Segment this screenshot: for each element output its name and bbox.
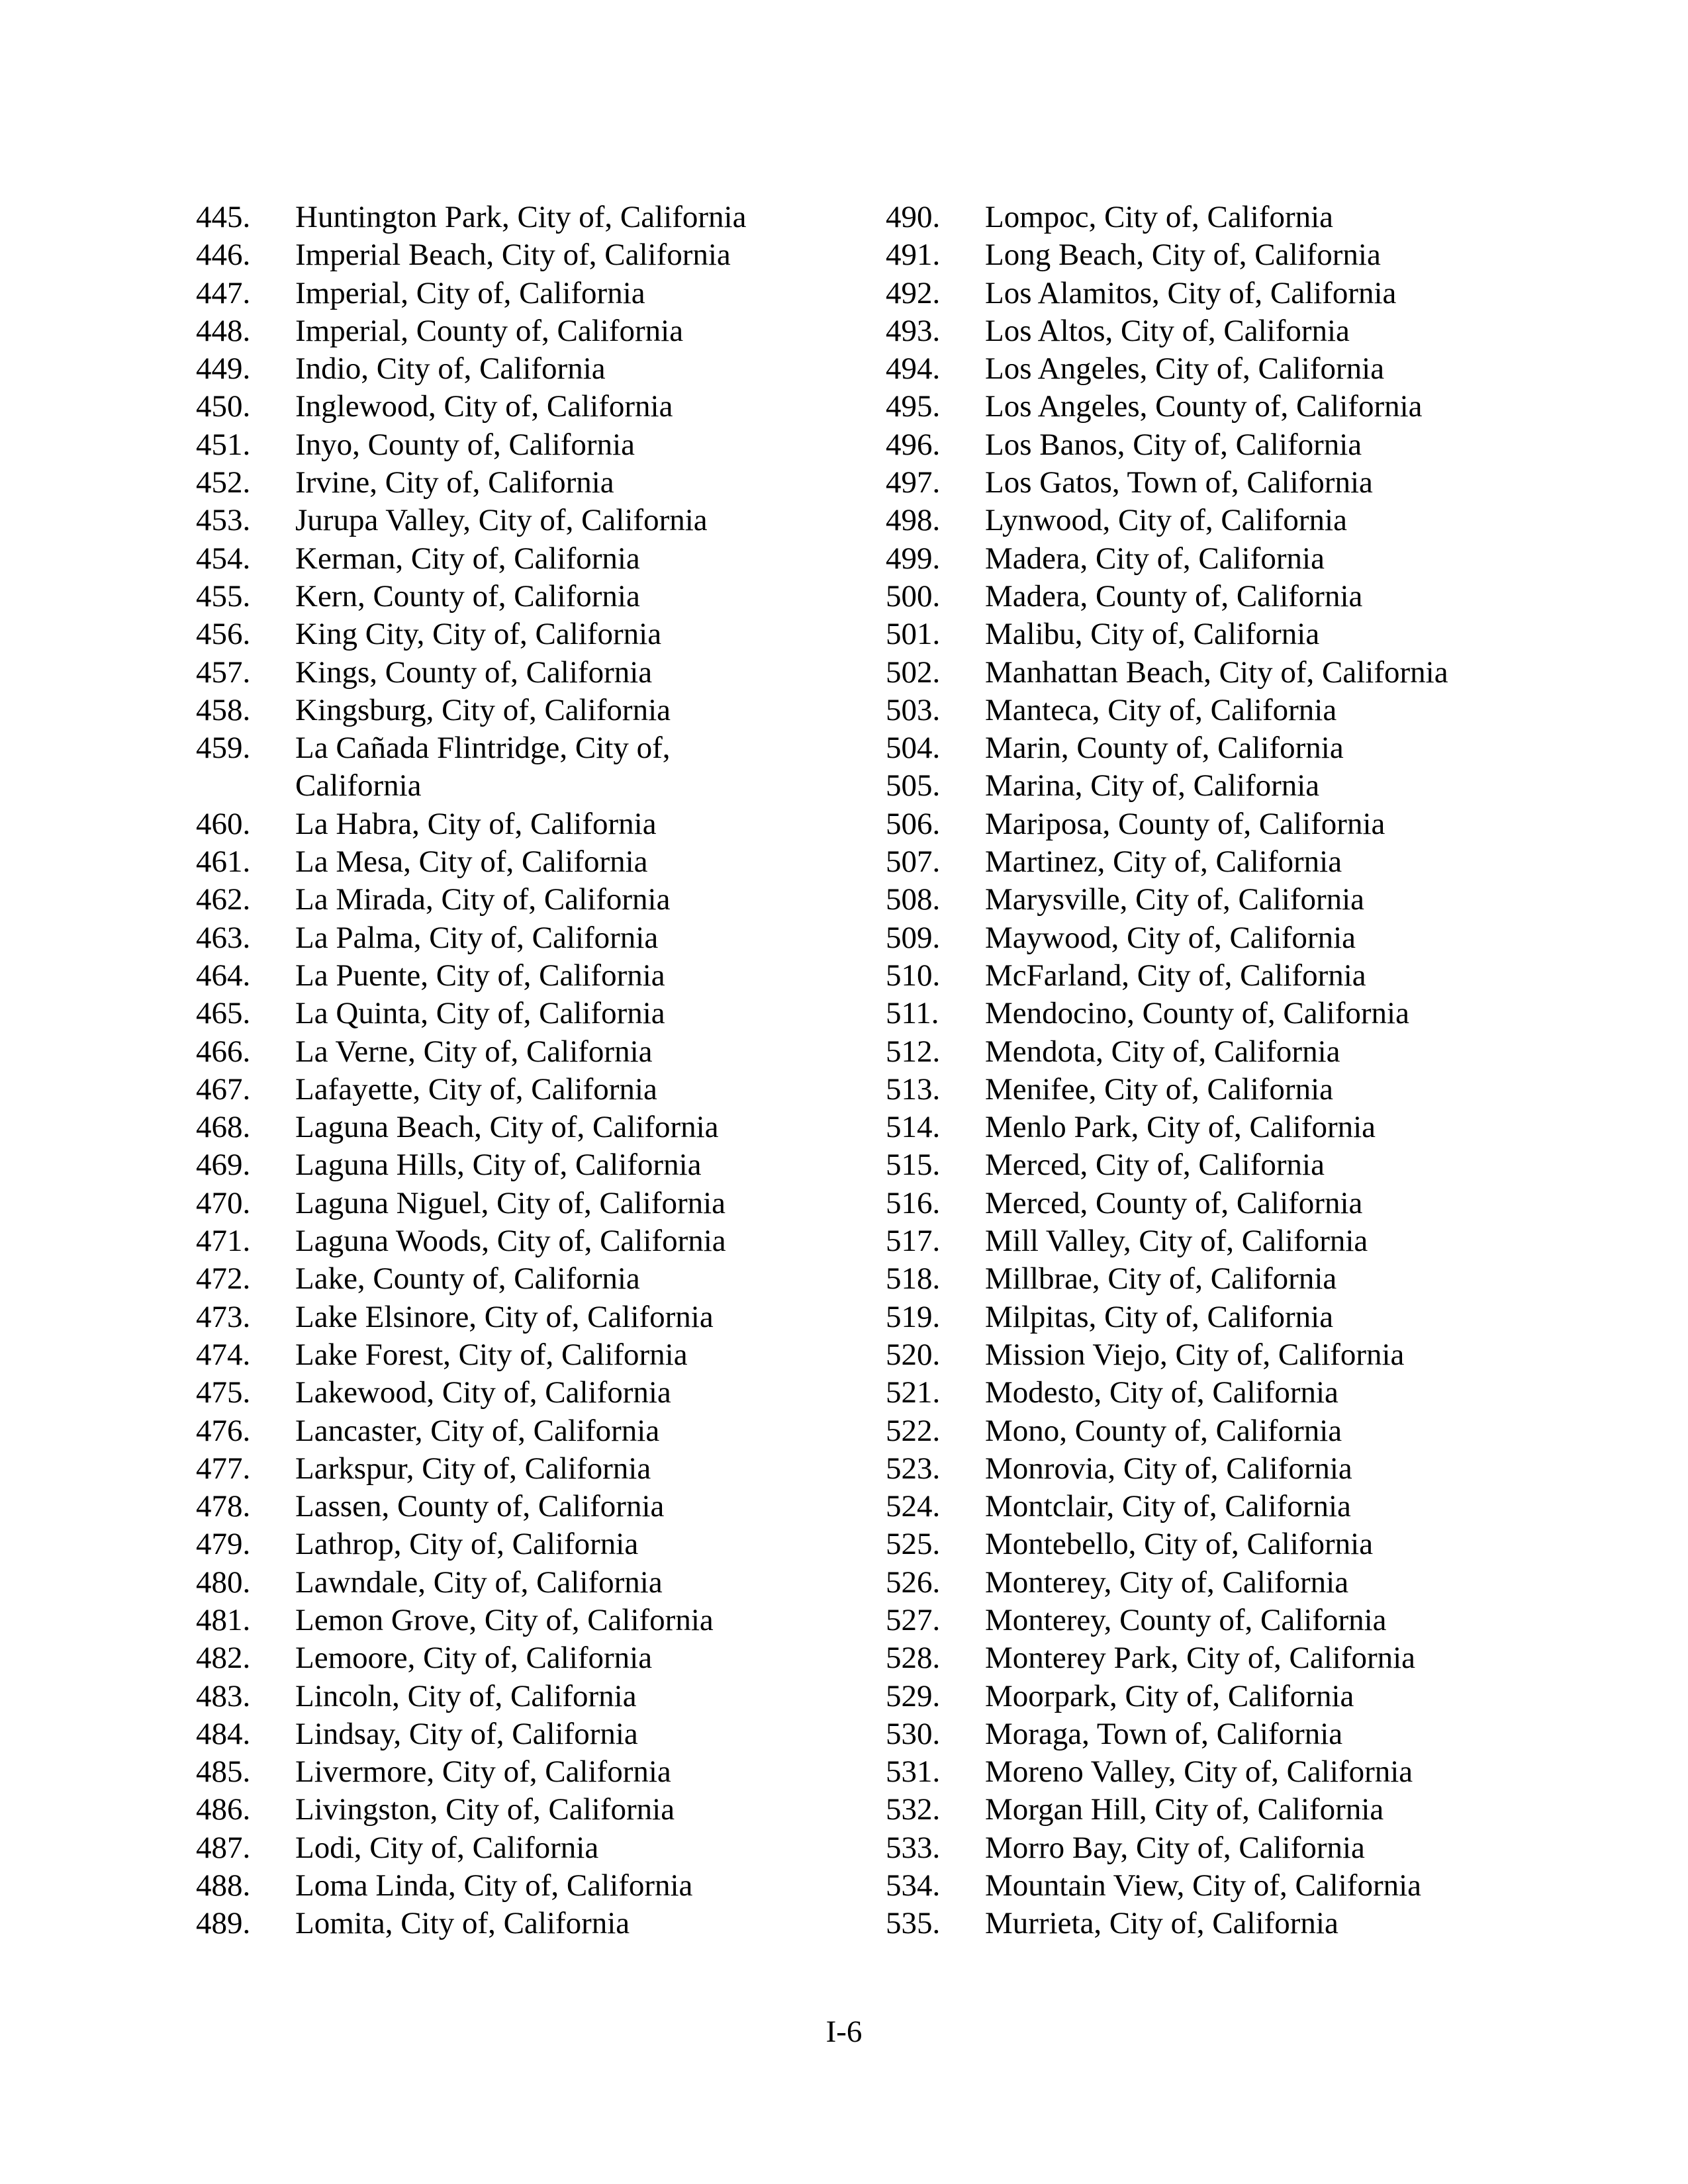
list-item-number: 464. <box>196 958 251 993</box>
list-item-number: 471. <box>196 1224 251 1259</box>
list-item-name: Larkspur, City of, California <box>295 1451 651 1486</box>
list-item <box>886 578 1548 615</box>
list-item-number: 497. <box>886 465 941 500</box>
list-item <box>196 1222 871 1260</box>
list-item-name: Lodi, City of, California <box>295 1830 599 1865</box>
list-item-number: 535. <box>886 1906 941 1941</box>
list-item-name: Indio, City of, California <box>295 351 606 387</box>
list-item-number: 447. <box>196 275 251 310</box>
list-item <box>196 464 871 502</box>
list-item <box>196 1525 871 1563</box>
list-item-number: 526. <box>886 1565 941 1600</box>
list-item <box>196 578 871 615</box>
list-item <box>886 1488 1548 1525</box>
list-item-name: Lake Elsinore, City of, California <box>295 1299 714 1334</box>
list-item-name: King City, City of, California <box>295 617 662 652</box>
list-item-number: 517. <box>886 1224 941 1259</box>
list-item-number: 483. <box>196 1678 251 1713</box>
list-item-number: 486. <box>196 1792 251 1827</box>
list-item-number: 495. <box>886 389 941 424</box>
list-item-number: 522. <box>886 1413 941 1448</box>
list-item-name: Kings, County of, California <box>295 655 653 690</box>
list-item-number: 468. <box>196 1110 251 1145</box>
list-item-name: Merced, City of, California <box>985 1148 1325 1183</box>
list-item <box>886 1412 1548 1450</box>
list-item-number: 534. <box>886 1868 941 1903</box>
list-item-name: Morro Bay, City of, California <box>985 1830 1365 1865</box>
list-item-name: Mendota, City of, California <box>985 1034 1340 1069</box>
list-item-name: Inglewood, City of, California <box>295 389 673 424</box>
list-item-name: Lathrop, City of, California <box>295 1527 639 1562</box>
list-item <box>886 1867 1548 1905</box>
list-item-name: Morgan Hill, City of, California <box>985 1792 1384 1827</box>
list-item-name: Lemoore, City of, California <box>295 1641 653 1676</box>
list-item-number: 472. <box>196 1261 251 1297</box>
list-item-number: 488. <box>196 1868 251 1903</box>
list-item <box>886 426 1548 464</box>
list-item-name: Montebello, City of, California <box>985 1527 1374 1562</box>
list-item-number: 456. <box>196 617 251 652</box>
list-item-name: Martinez, City of, California <box>985 844 1342 880</box>
list-item-name: Lake, County of, California <box>295 1261 640 1297</box>
list-item-name: Murrieta, City of, California <box>985 1906 1338 1941</box>
list-item <box>196 199 871 236</box>
list-item-name: Madera, County of, California <box>985 578 1363 614</box>
list-item-number: 502. <box>886 655 941 690</box>
list-item-name: Irvine, City of, California <box>295 465 614 500</box>
list-item <box>196 729 871 805</box>
list-item <box>196 1146 871 1184</box>
list-item-name: Monrovia, City of, California <box>985 1451 1352 1486</box>
list-item <box>886 1678 1548 1715</box>
list-item <box>886 1564 1548 1602</box>
list-item-name: Marysville, City of, California <box>985 882 1365 917</box>
list-item <box>886 1222 1548 1260</box>
list-item <box>886 540 1548 578</box>
list-item-number: 476. <box>196 1413 251 1448</box>
list-item-number: 455. <box>196 578 251 614</box>
list-item-number: 528. <box>886 1641 941 1676</box>
list-item-number: 510. <box>886 958 941 993</box>
list-item-name: Los Alamitos, City of, California <box>985 275 1397 310</box>
right-column-list <box>886 199 1548 1943</box>
list-item-name: Milpitas, City of, California <box>985 1299 1334 1334</box>
list-item <box>886 1146 1548 1184</box>
list-item-number: 527. <box>886 1602 941 1637</box>
list-item <box>886 1298 1548 1336</box>
list-item-name: Modesto, City of, California <box>985 1375 1338 1410</box>
list-item-number: 487. <box>196 1830 251 1865</box>
list-item-name: Maywood, City of, California <box>985 920 1356 955</box>
list-item <box>196 1109 871 1146</box>
list-item-number: 520. <box>886 1337 941 1372</box>
list-item <box>196 1260 871 1298</box>
list-item-name: Monterey Park, City of, California <box>985 1641 1416 1676</box>
list-item-name: Laguna Niguel, City of, California <box>295 1185 726 1220</box>
list-item-name: Menlo Park, City of, California <box>985 1110 1376 1145</box>
list-item <box>196 388 871 426</box>
list-item <box>196 654 871 692</box>
list-item-name: La Palma, City of, California <box>295 920 659 955</box>
list-item-number: 532. <box>886 1792 941 1827</box>
list-item-name: Lake Forest, City of, California <box>295 1337 688 1372</box>
list-item-number: 458. <box>196 692 251 727</box>
list-item <box>196 1564 871 1602</box>
list-item-name: Los Gatos, Town of, California <box>985 465 1373 500</box>
list-item <box>196 1336 871 1374</box>
list-item <box>196 1715 871 1753</box>
list-item-number: 473. <box>196 1299 251 1334</box>
list-item <box>886 995 1548 1032</box>
list-item-name: Los Altos, City of, California <box>985 313 1350 348</box>
list-item-name: Monterey, City of, California <box>985 1565 1349 1600</box>
list-item <box>886 1753 1548 1791</box>
list-item-name: Marina, City of, California <box>985 768 1320 803</box>
list-item-name: Mill Valley, City of, California <box>985 1224 1368 1259</box>
list-item-name: Manhattan Beach, City of, California <box>985 655 1448 690</box>
list-item <box>196 540 871 578</box>
list-item <box>196 957 871 995</box>
list-item-name: Marin, County of, California <box>985 731 1344 766</box>
list-item-number: 523. <box>886 1451 941 1486</box>
list-item <box>886 464 1548 502</box>
list-item-number: 479. <box>196 1527 251 1562</box>
list-item-number: 478. <box>196 1489 251 1524</box>
list-item-number: 489. <box>196 1906 251 1941</box>
list-item <box>886 729 1548 767</box>
list-item-number: 494. <box>886 351 941 387</box>
list-item-number: 485. <box>196 1754 251 1790</box>
list-item-name: Kern, County of, California <box>295 578 640 614</box>
list-item-number: 501. <box>886 617 941 652</box>
list-item <box>196 1450 871 1488</box>
list-item-name: Imperial Beach, City of, California <box>295 238 731 273</box>
list-item <box>886 350 1548 388</box>
list-item-name: Livermore, City of, California <box>295 1754 671 1790</box>
list-item <box>196 312 871 350</box>
list-item <box>196 1488 871 1525</box>
list-item-number: 463. <box>196 920 251 955</box>
list-item <box>886 1905 1548 1942</box>
list-item-number: 513. <box>886 1071 941 1107</box>
list-item-name: Laguna Beach, City of, California <box>295 1110 719 1145</box>
list-item-number: 480. <box>196 1565 251 1600</box>
list-item-name: Los Angeles, County of, California <box>985 389 1423 424</box>
list-item-name: La Puente, City of, California <box>295 958 665 993</box>
list-item-name: Monterey, County of, California <box>985 1602 1387 1637</box>
list-item <box>886 236 1548 274</box>
list-item <box>886 312 1548 350</box>
list-item-number: 453. <box>196 503 251 538</box>
left-column-list <box>196 199 871 1943</box>
list-item <box>196 1678 871 1715</box>
list-item-number: 493. <box>886 313 941 348</box>
list-item-number: 509. <box>886 920 941 955</box>
list-item <box>886 1602 1548 1639</box>
list-item-number: 450. <box>196 389 251 424</box>
list-item-number: 499. <box>886 541 941 576</box>
list-item <box>196 275 871 312</box>
list-item-name: Menifee, City of, California <box>985 1071 1333 1107</box>
list-item <box>196 1905 871 1942</box>
list-item-name: Jurupa Valley, City of, California <box>295 503 708 538</box>
list-item-number: 448. <box>196 313 251 348</box>
list-item <box>886 1260 1548 1298</box>
list-item <box>886 1639 1548 1677</box>
list-item-name: Long Beach, City of, California <box>985 238 1381 273</box>
list-item-number: 531. <box>886 1754 941 1790</box>
list-item-number: 491. <box>886 238 941 273</box>
list-item-number: 504. <box>886 731 941 766</box>
list-item-number: 445. <box>196 200 251 234</box>
list-item <box>886 1109 1548 1146</box>
list-item-number: 466. <box>196 1034 251 1069</box>
list-item-number: 449. <box>196 351 251 387</box>
list-item-number: 465. <box>196 996 251 1031</box>
list-item-name: Imperial, City of, California <box>295 275 645 310</box>
list-item <box>196 1791 871 1829</box>
list-item-name: Lomita, City of, California <box>295 1906 630 1941</box>
list-item <box>196 1374 871 1412</box>
list-item-name: Kerman, City of, California <box>295 541 640 576</box>
list-item-name: Livingston, City of, California <box>295 1792 675 1827</box>
list-item <box>196 1298 871 1336</box>
list-item-number: 519. <box>886 1299 941 1334</box>
list-item-number: 514. <box>886 1110 941 1145</box>
list-item-name: Lafayette, City of, California <box>295 1071 657 1107</box>
list-item-name: Madera, City of, California <box>985 541 1325 576</box>
list-item-name: La Mesa, City of, California <box>295 844 648 880</box>
list-item-number: 503. <box>886 692 941 727</box>
list-item <box>196 615 871 653</box>
list-item-name: Laguna Hills, City of, California <box>295 1148 702 1183</box>
list-item <box>196 995 871 1032</box>
list-item <box>886 957 1548 995</box>
list-item <box>196 692 871 729</box>
list-item-name: La Quinta, City of, California <box>295 996 665 1031</box>
list-item-name: Lassen, County of, California <box>295 1489 665 1524</box>
list-item <box>886 1336 1548 1374</box>
list-item-name: Montclair, City of, California <box>985 1489 1351 1524</box>
list-item-name: Imperial, County of, California <box>295 313 684 348</box>
list-item-name: Lindsay, City of, California <box>295 1716 638 1751</box>
list-item <box>886 615 1548 653</box>
list-item-number: 460. <box>196 806 251 841</box>
list-item <box>196 805 871 843</box>
list-item-name: Huntington Park, City of, California <box>295 200 747 234</box>
list-item-name: Los Banos, City of, California <box>985 427 1362 462</box>
list-item <box>196 881 871 919</box>
list-item <box>886 1033 1548 1071</box>
list-item-number: 492. <box>886 275 941 310</box>
list-item <box>196 236 871 274</box>
list-item-name: Malibu, City of, California <box>985 617 1320 652</box>
list-item-number: 481. <box>196 1602 251 1637</box>
list-item-number: 475. <box>196 1375 251 1410</box>
list-item-number: 498. <box>886 503 941 538</box>
list-item <box>886 805 1548 843</box>
list-item-name: Los Angeles, City of, California <box>985 351 1385 387</box>
list-item <box>886 1374 1548 1412</box>
list-item-number: 529. <box>886 1678 941 1713</box>
list-item-name: Lakewood, City of, California <box>295 1375 671 1410</box>
list-item-number: 477. <box>196 1451 251 1486</box>
list-item <box>886 1185 1548 1222</box>
list-item-name: Moorpark, City of, California <box>985 1678 1354 1713</box>
list-item <box>886 1715 1548 1753</box>
list-item-name: Millbrae, City of, California <box>985 1261 1337 1297</box>
list-item-number: 518. <box>886 1261 941 1297</box>
list-item <box>886 654 1548 692</box>
list-item-name: Mono, County of, California <box>985 1413 1342 1448</box>
list-item <box>886 881 1548 919</box>
list-item-number: 496. <box>886 427 941 462</box>
list-item <box>886 502 1548 539</box>
list-item-number: 506. <box>886 806 941 841</box>
page-number: I-6 <box>825 2015 863 2049</box>
list-item-name: Mission Viejo, City of, California <box>985 1337 1405 1372</box>
list-item-number: 470. <box>196 1185 251 1220</box>
list-item-name: La Verne, City of, California <box>295 1034 653 1069</box>
list-item-number: 516. <box>886 1185 941 1220</box>
list-item-number: 500. <box>886 578 941 614</box>
list-item <box>196 426 871 464</box>
list-item <box>886 275 1548 312</box>
list-item-name: La Habra, City of, California <box>295 806 657 841</box>
list-item-number: 482. <box>196 1641 251 1676</box>
list-item-name: Lancaster, City of, California <box>295 1413 660 1448</box>
list-item <box>196 1602 871 1639</box>
list-item-name: Kingsburg, City of, California <box>295 692 671 727</box>
list-item <box>196 1867 871 1905</box>
list-item-number: 469. <box>196 1148 251 1183</box>
list-item-number: 454. <box>196 541 251 576</box>
list-item-name: Moraga, Town of, California <box>985 1716 1343 1751</box>
list-item-name: Merced, County of, California <box>985 1185 1363 1220</box>
list-item <box>196 502 871 539</box>
list-item-number: 508. <box>886 882 941 917</box>
list-item-number: 533. <box>886 1830 941 1865</box>
list-item-name: Mendocino, County of, California <box>985 996 1409 1031</box>
list-item-number: 524. <box>886 1489 941 1524</box>
list-item-number: 484. <box>196 1716 251 1751</box>
list-item-name: Loma Linda, City of, California <box>295 1868 693 1903</box>
list-item <box>886 767 1548 805</box>
list-item-number: 515. <box>886 1148 941 1183</box>
list-item-name: Manteca, City of, California <box>985 692 1337 727</box>
list-item-number: 457. <box>196 655 251 690</box>
list-item <box>886 1525 1548 1563</box>
list-item-number: 467. <box>196 1071 251 1107</box>
list-item <box>886 388 1548 426</box>
list-item-number: 461. <box>196 844 251 880</box>
list-item-number: 462. <box>196 882 251 917</box>
list-item-number: 530. <box>886 1716 941 1751</box>
list-item <box>886 919 1548 957</box>
list-item <box>196 843 871 881</box>
list-item-name: La Mirada, City of, California <box>295 882 671 917</box>
list-item-name: Lincoln, City of, California <box>295 1678 637 1713</box>
list-item-number: 505. <box>886 768 941 803</box>
list-item-number: 525. <box>886 1527 941 1562</box>
list-item-number: 521. <box>886 1375 941 1410</box>
list-item <box>196 1033 871 1071</box>
list-item <box>886 692 1548 729</box>
list-item-name: Moreno Valley, City of, California <box>985 1754 1413 1790</box>
list-item-number: 446. <box>196 238 251 273</box>
list-item-name: McFarland, City of, California <box>985 958 1366 993</box>
list-item-name: Lawndale, City of, California <box>295 1565 663 1600</box>
list-item-name: Lompoc, City of, California <box>985 200 1334 234</box>
list-item-number: 459. <box>196 731 251 766</box>
list-item <box>196 1639 871 1677</box>
list-item-name: Mountain View, City of, California <box>985 1868 1422 1903</box>
list-item <box>886 1450 1548 1488</box>
list-item <box>886 1829 1548 1867</box>
list-item <box>196 1753 871 1791</box>
list-item-name: Lemon Grove, City of, California <box>295 1602 714 1637</box>
list-item-name: Mariposa, County of, California <box>985 806 1385 841</box>
list-item <box>886 843 1548 881</box>
list-item <box>886 1071 1548 1109</box>
list-item-number: 507. <box>886 844 941 880</box>
list-item-name: Laguna Woods, City of, California <box>295 1224 726 1259</box>
list-item <box>196 1412 871 1450</box>
list-item-number: 451. <box>196 427 251 462</box>
list-item-number: 474. <box>196 1337 251 1372</box>
list-item <box>196 1829 871 1867</box>
list-item-number: 512. <box>886 1034 941 1069</box>
list-item <box>886 199 1548 236</box>
list-item-number: 511. <box>886 996 939 1031</box>
list-item-number: 490. <box>886 200 941 234</box>
list-item-name: La Cañada Flintridge, City of, California <box>295 731 671 803</box>
list-item-number: 452. <box>196 465 251 500</box>
list-item <box>196 350 871 388</box>
list-item-name: Lynwood, City of, California <box>985 503 1347 538</box>
list-item-name: Inyo, County of, California <box>295 427 635 462</box>
list-item <box>196 919 871 957</box>
list-item <box>196 1185 871 1222</box>
list-item <box>886 1791 1548 1829</box>
list-item <box>196 1071 871 1109</box>
